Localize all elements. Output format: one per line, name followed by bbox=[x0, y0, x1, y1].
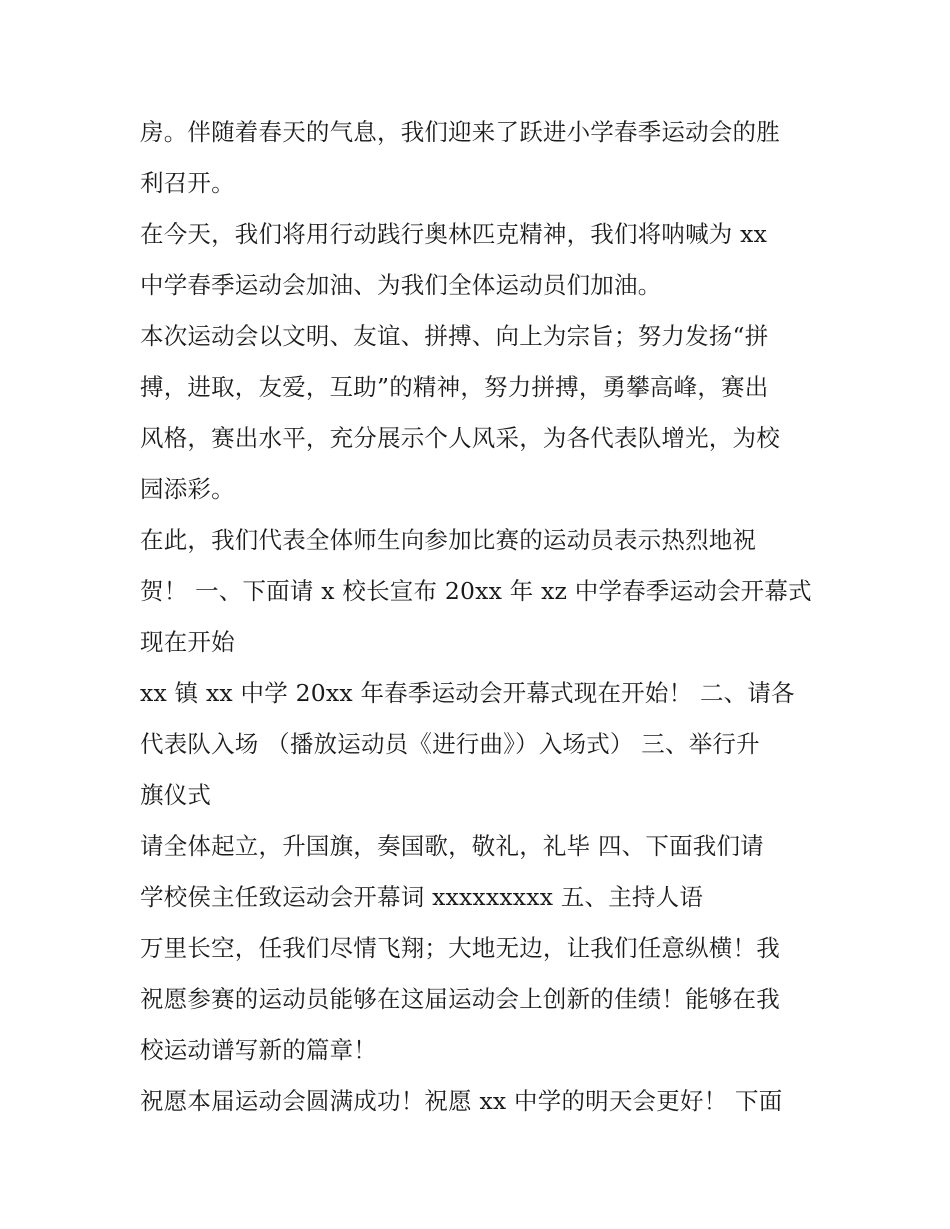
text-line: 贺！ 一、下面请 x 校长宣布 20xx 年 xz 中学春季运动会开幕式 bbox=[140, 577, 812, 605]
document-body bbox=[140, 107, 820, 1127]
text-line: 利召开。 bbox=[140, 169, 235, 197]
text-line: 本次运动会以文明、友谊、拼搏、向上为宗旨；努力发扬“拼 bbox=[140, 322, 769, 350]
text-line: 万里长空，任我们尽情飞翔；大地无边，让我们任意纵横！我 bbox=[140, 934, 780, 962]
text-line: 中学春季运动会加油、为我们全体运动员们加油。 bbox=[140, 271, 662, 299]
text-line: 风格，赛出水平，充分展示个人风采，为各代表队增光，为校 bbox=[140, 424, 780, 452]
text-line: 在此，我们代表全体师生向参加比赛的运动员表示热烈地祝 bbox=[140, 526, 757, 554]
text-line: 园添彩。 bbox=[140, 475, 235, 503]
text-line: 学校侯主任致运动会开幕词 xxxxxxxxx 五、主持人语 bbox=[140, 883, 704, 911]
text-line: 代表队入场 （播放运动员《进行曲》）入场式） 三、举行升 bbox=[140, 730, 760, 758]
text-line: 在今天，我们将用行动践行奥林匹克精神，我们将呐喊为 xx bbox=[140, 220, 768, 248]
text-line: xx 镇 xx 中学 20xx 年春季运动会开幕式现在开始！ 二、请各 bbox=[140, 679, 795, 707]
text-line: 现在开始 bbox=[140, 628, 235, 656]
text-line: 祝愿参赛的运动员能够在这届运动会上创新的佳绩！能够在我 bbox=[140, 985, 780, 1013]
text-line: 请全体起立，升国旗，奏国歌，敬礼，礼毕 四、下面我们请 bbox=[140, 832, 764, 860]
text-line: 房。伴随着春天的气息，我们迎来了跃进小学春季运动会的胜 bbox=[140, 118, 780, 146]
text-line: 祝愿本届运动会圆满成功！祝愿 xx 中学的明天会更好！ 下面 bbox=[140, 1087, 783, 1115]
text-line: 校运动谱写新的篇章！ bbox=[140, 1036, 377, 1064]
text-line: 搏，进取，友爱，互助”的精神，努力拼搏，勇攀高峰，赛出 bbox=[140, 373, 769, 401]
text-line: 旗仪式 bbox=[140, 781, 212, 809]
